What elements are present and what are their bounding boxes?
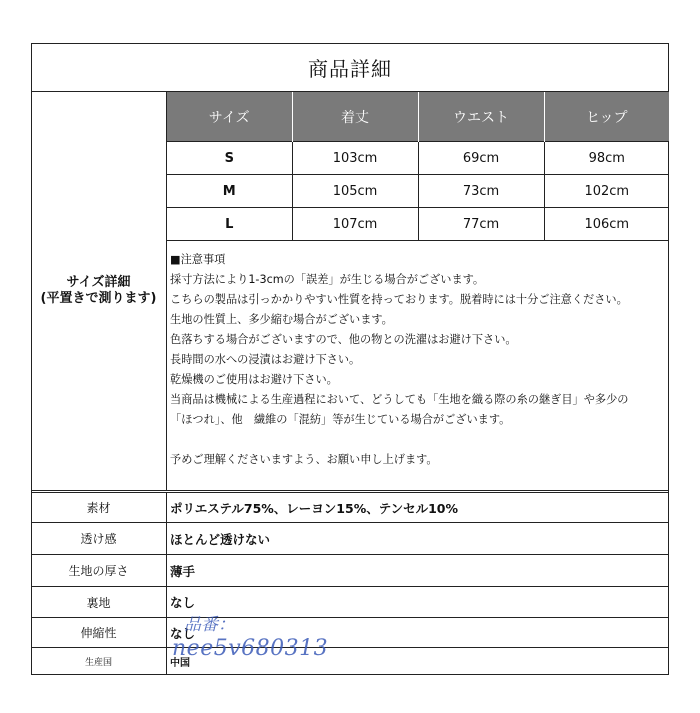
note-line: こちらの製品は引っかかりやすい性質を持っております。脱着時には十分ご注意ください。 — [170, 293, 628, 306]
spec-row-material — [31, 493, 669, 523]
spec-value: なし — [170, 625, 196, 641]
spec-value: 薄手 — [170, 563, 196, 579]
page-title: 商品詳細 — [31, 43, 669, 92]
table-row — [167, 175, 669, 208]
size-cell: M — [167, 175, 292, 208]
notes-heading: ■注意事項 — [170, 253, 226, 266]
spec-key: 生地の厚さ — [31, 555, 167, 586]
spec-row-sheerness — [31, 523, 669, 555]
length-cell: 103cm — [292, 142, 418, 175]
table-row — [167, 208, 669, 241]
size-table — [167, 92, 669, 241]
size-cell: S — [167, 142, 292, 175]
spec-value: ポリエステル75%、レーヨン15%、テンセル10% — [170, 500, 459, 516]
spec-value: なし — [170, 595, 196, 610]
size-section-label — [31, 92, 167, 490]
size-table-header — [167, 92, 669, 142]
note-line: 予めご理解くださいますよう、お願い申し上げます。 — [170, 453, 438, 466]
note-line: 当商品は機械による生産過程において、どうしても「生地を織る際の糸の継ぎ目」や多少の — [170, 393, 629, 406]
note-line: 乾燥機のご使用はお避け下さい。 — [170, 373, 338, 386]
watermark-code: nee5v680313 — [172, 636, 329, 661]
note-line: 「ほつれ」、他 繊維の「混紡」等が生じている場合がございます。 — [170, 413, 511, 426]
header-size: サイズ — [167, 92, 292, 142]
size-cell: L — [167, 208, 292, 241]
spec-key: 素材 — [31, 493, 167, 522]
waist-cell: 77cm — [418, 208, 544, 241]
size-section-label-text: サイズ詳細 (平置きで測ります) — [40, 275, 157, 306]
header-waist: ウエスト — [418, 92, 544, 142]
spec-key: 生産国 — [31, 648, 167, 675]
spec-row-lining — [31, 587, 669, 618]
watermark-label: 品番： — [184, 615, 235, 635]
note-line: 生地の性質上、多少縮む場合がございます。 — [170, 313, 393, 326]
spec-key: 裏地 — [31, 587, 167, 617]
spec-row-origin — [31, 648, 669, 675]
waist-cell: 69cm — [418, 142, 544, 175]
spec-value: ほとんど透けない — [170, 531, 271, 547]
note-spacer — [170, 430, 665, 450]
length-cell: 107cm — [292, 208, 418, 241]
spec-key: 伸縮性 — [31, 618, 167, 647]
header-length: 着丈 — [292, 92, 418, 142]
hip-cell: 102cm — [544, 175, 669, 208]
note-line: 採寸方法により1-3cmの「誤差」が生じる場合がございます。 — [170, 273, 485, 286]
table-row — [167, 142, 669, 175]
spec-key: 透け感 — [31, 523, 167, 554]
note-line: 色落ちする場合がございますので、他の物との洗濯はお避け下さい。 — [170, 333, 517, 346]
hip-cell: 106cm — [544, 208, 669, 241]
waist-cell: 73cm — [418, 175, 544, 208]
note-line: 長時間の水への浸漬はお避け下さい。 — [170, 353, 361, 366]
spec-row-thickness — [31, 555, 669, 587]
spec-value: 中国 — [170, 658, 190, 669]
length-cell: 105cm — [292, 175, 418, 208]
spec-row-stretch — [31, 618, 669, 648]
hip-cell: 98cm — [544, 142, 669, 175]
header-hip: ヒップ — [544, 92, 669, 142]
notes-block — [170, 250, 665, 470]
